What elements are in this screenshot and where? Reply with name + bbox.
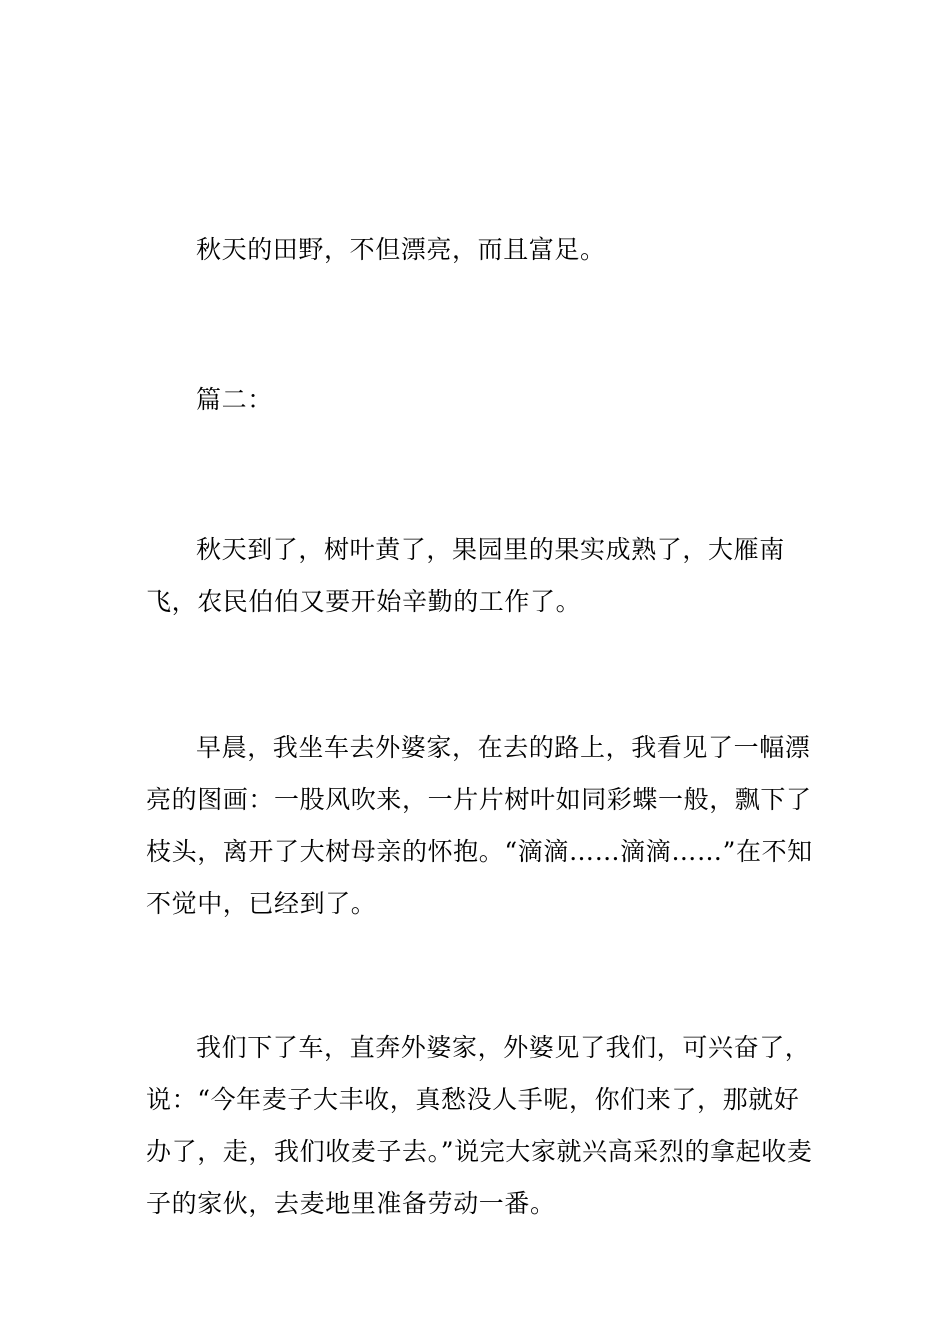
paragraph-morning-trip: 早晨，我坐车去外婆家，在去的路上，我看见了一幅漂亮的图画：一股风吹来，一片片树叶如同彩蝶一般，飘下了枝头，离开了大树母亲的怀抱。“滴滴……滴滴……”在不知不觉中，已经到了。 (146, 733, 813, 918)
paragraph-autumn-arrives: 秋天到了，树叶黄了，果园里的果实成熟了，大雁南飞，农民伯伯又要开始辛勤的工作了。 (146, 535, 785, 616)
paragraph-harvest-wheat: 我们下了车，直奔外婆家，外婆见了我们，可兴奋了，说：“今年麦子大丰收，真愁没人手呢，你们来了，那就好办了，走，我们收麦子去。”说完大家就兴高采烈的拿起收麦子的家伙，去麦地里准备劳动一番。 (146, 1033, 813, 1218)
paragraph-autumn-field: 秋天的田野，不但漂亮，而且富足。 (196, 235, 606, 264)
section-heading-part-two: 篇二： (196, 385, 273, 414)
